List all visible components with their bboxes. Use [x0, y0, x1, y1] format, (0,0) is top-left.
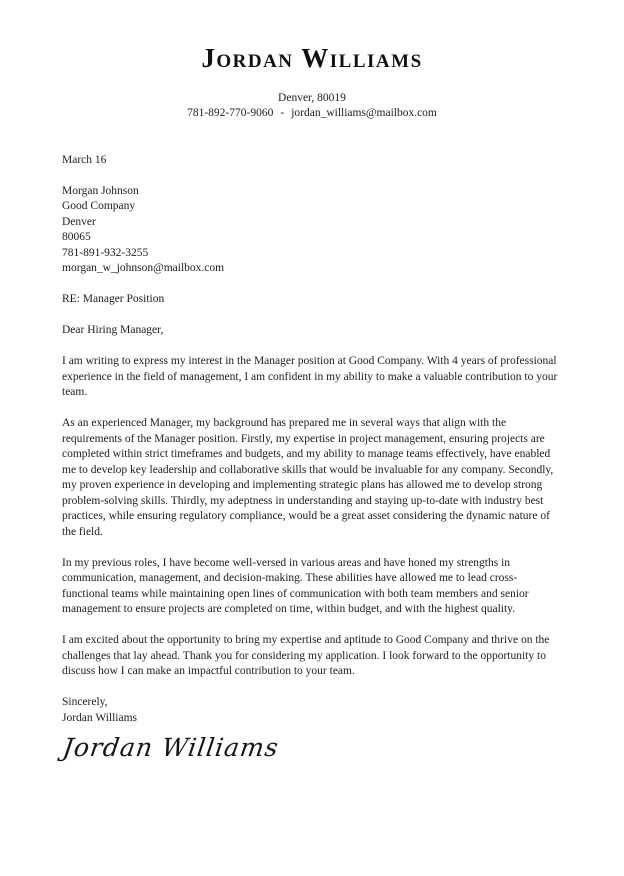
contact-separator: -: [280, 107, 285, 120]
paragraph-intro: I am writing to express my interest in the Manager position at Good Company. With 4 years of professional experience in the field of management, I am confident in my ability to make a valuable contribution to your team.: [62, 355, 558, 399]
recipient-email: morgan_w_johnson@mailbox.com: [62, 262, 225, 275]
paragraph-skills: In my previous roles, I have become well-versed in various areas and have honed my strengths in communication, management, and decision-making. These abilities have allowed me to lead cross-functional teams while maintaining open lines of communication with both team members and senior management to ensure projects are completed on time, within budget, and with the highest quality.: [62, 556, 529, 616]
applicant-name: Jordan Williams: [201, 43, 423, 73]
subject-line: RE: Manager Position: [62, 293, 165, 306]
recipient-zip: 80065: [62, 231, 91, 244]
salutation: Dear Hiring Manager,: [62, 324, 164, 337]
recipient-name: Morgan Johnson: [62, 184, 139, 197]
paragraph-closing: I am excited about the opportunity to bring my expertise and aptitude to Good Company and thrive on the challenges that lay ahead. Thank you for considering my application. I look forward to the opportunity to discuss how I can make an impactful contribution to your team.: [62, 634, 550, 678]
recipient-city: Denver: [62, 215, 96, 228]
closing-block: [62, 695, 562, 726]
letter-date: March 16: [62, 153, 107, 166]
letter-header: [62, 44, 562, 122]
recipient-block: [62, 184, 562, 277]
paragraph-experience: As an experienced Manager, my background has prepared me in several ways that align with the requirements of the Manager position. Firstly, my expertise in project management, ensuring projects are completed within strict timeframes and budgets, and my ability to manage teams effectively, have enabled me to develop key leadership and collaborative skills that would be invaluable for any company. Secondly, my proven experience in developing and implementing strategic plans has allowed me to develop strong problem-solving skills. Thirdly, my adeptness in understanding and staying up-to-date with industry best practices, while ensuring regulatory compliance, would be a great asset considering the dynamic nature of the field.: [62, 417, 554, 538]
recipient-phone: 781-891-932-3255: [62, 246, 149, 259]
valediction: Sincerely,: [62, 696, 108, 709]
signature: Jordan Williams: [61, 733, 281, 763]
recipient-company: Good Company: [62, 200, 136, 213]
applicant-phone: 781-892-770-9060: [187, 107, 274, 120]
closing-name: Jordan Williams: [62, 711, 138, 724]
letter-body: [61, 153, 562, 763]
applicant-contact-line: [62, 106, 562, 122]
applicant-email: jordan_williams@mailbox.com: [291, 107, 437, 120]
applicant-contact-block: [62, 91, 562, 122]
applicant-location: Denver, 80019: [278, 91, 346, 104]
